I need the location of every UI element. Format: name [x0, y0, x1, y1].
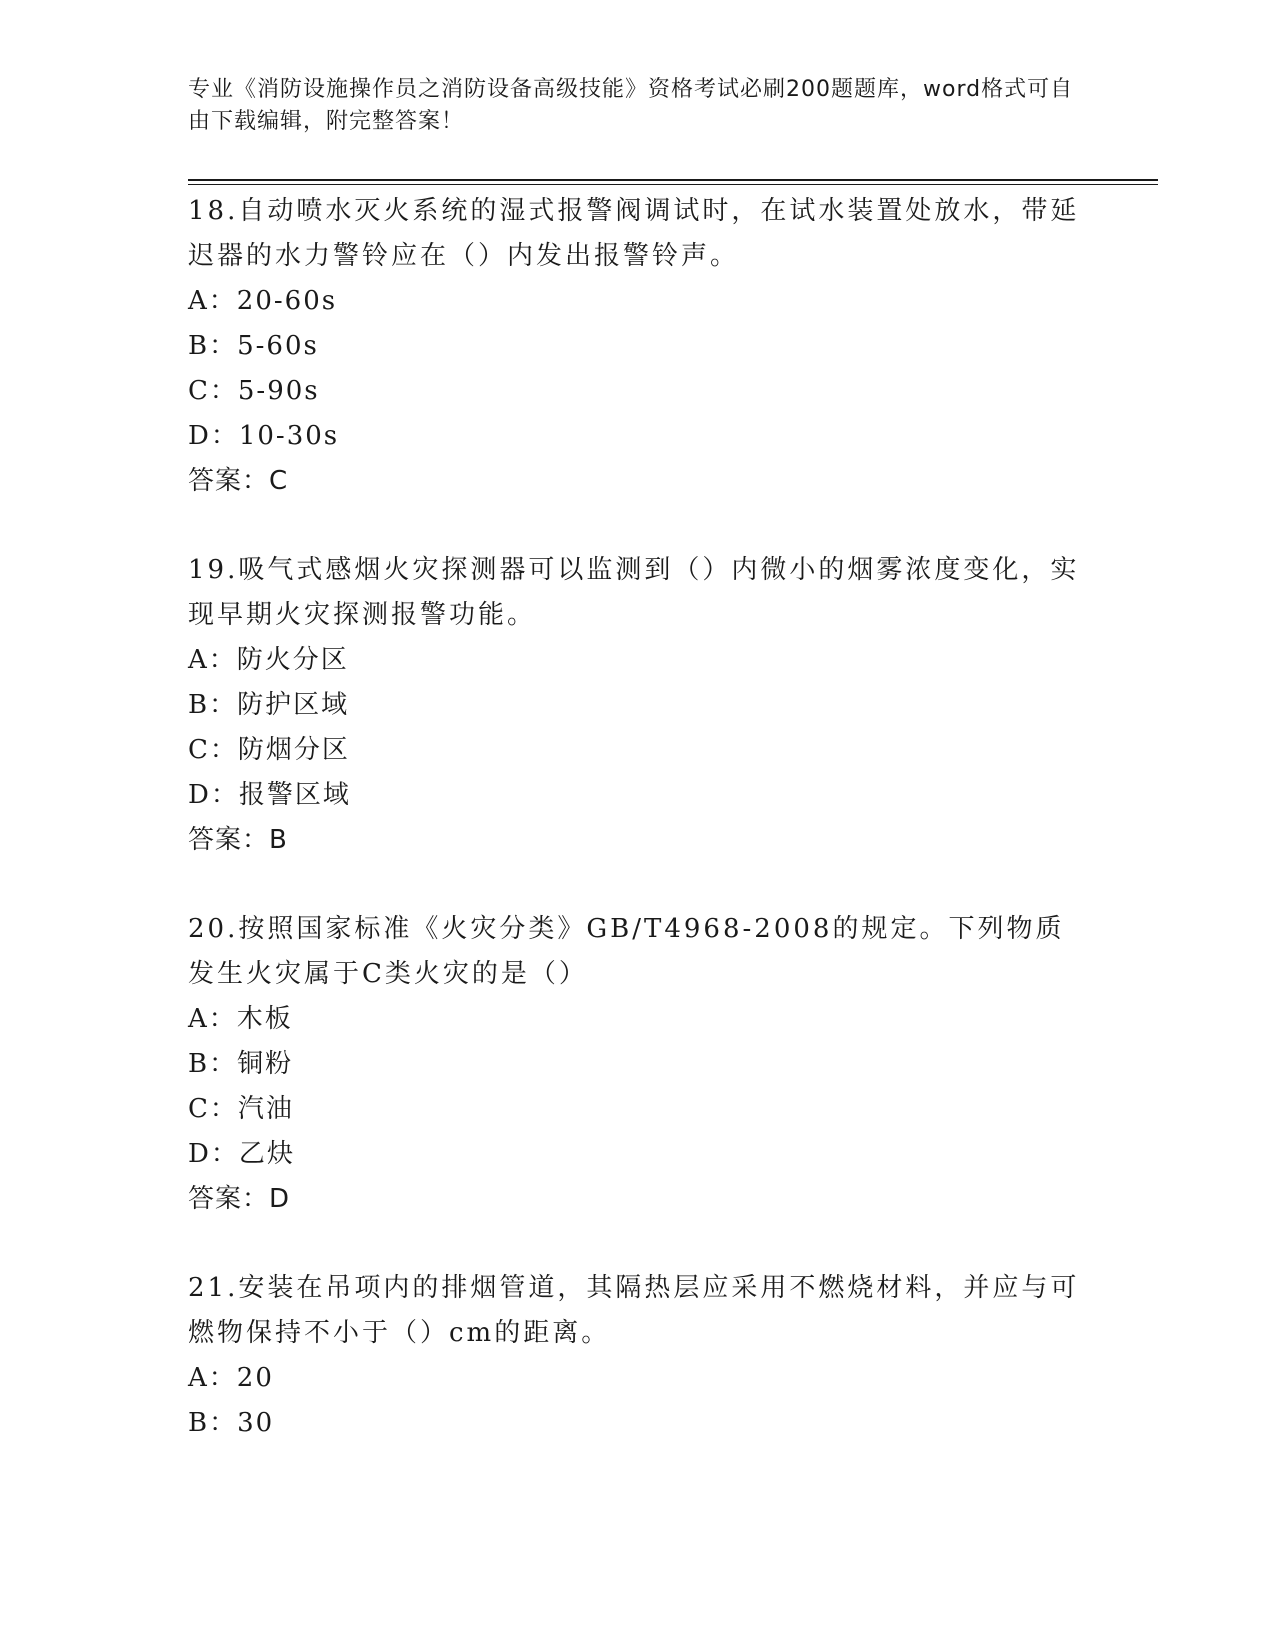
option-a: A：防火分区	[188, 645, 349, 675]
question-stem: 19.吸气式感烟火灾探测器可以监测到（）内微小的烟雾浓度变化，实现早期火灾探测报警功能。	[188, 555, 1080, 630]
option-c: C：5-90s	[188, 376, 320, 406]
option-d: D：报警区域	[188, 780, 351, 810]
option-c: C：防烟分区	[188, 735, 350, 765]
option-a: A：木板	[188, 1004, 293, 1034]
question-19	[188, 548, 1088, 863]
answer-line: 答案：D	[188, 1184, 291, 1214]
question-stem: 20.按照国家标准《火灾分类》GB/T4968-2008的规定。下列物质发生火灾属于C类火灾的是（）	[188, 914, 1065, 989]
option-a: A：20-60s	[188, 286, 338, 316]
answer-line: 答案：B	[188, 825, 288, 855]
question-20	[188, 907, 1088, 1222]
question-stem: 21.安装在吊项内的排烟管道，其隔热层应采用不燃烧材料，并应与可燃物保持不小于（）cm的距离。	[188, 1273, 1080, 1348]
option-c: C：汽油	[188, 1094, 294, 1124]
question-list	[188, 189, 1088, 1490]
answer-line: 答案：C	[188, 466, 289, 496]
option-b: B：铜粉	[188, 1049, 294, 1079]
option-b: B：30	[188, 1408, 275, 1438]
option-d: D：乙炔	[188, 1139, 295, 1169]
question-stem: 18.自动喷水灭火系统的湿式报警阀调试时，在试水装置处放水，带延迟器的水力警铃应在（）内发出报警铃声。	[188, 196, 1080, 271]
option-d: D：10-30s	[188, 421, 340, 451]
header-divider-thick	[188, 179, 1158, 181]
option-b: B：防护区域	[188, 690, 350, 720]
document-header: 专业《消防设施操作员之消防设备高级技能》资格考试必刷200题题库，word格式可自由下载编辑，附完整答案！	[188, 77, 1074, 134]
question-18	[188, 189, 1088, 504]
question-21	[188, 1266, 1088, 1446]
option-a: A：20	[188, 1363, 274, 1393]
header-divider-thin	[188, 184, 1158, 185]
option-b: B：5-60s	[188, 331, 319, 361]
